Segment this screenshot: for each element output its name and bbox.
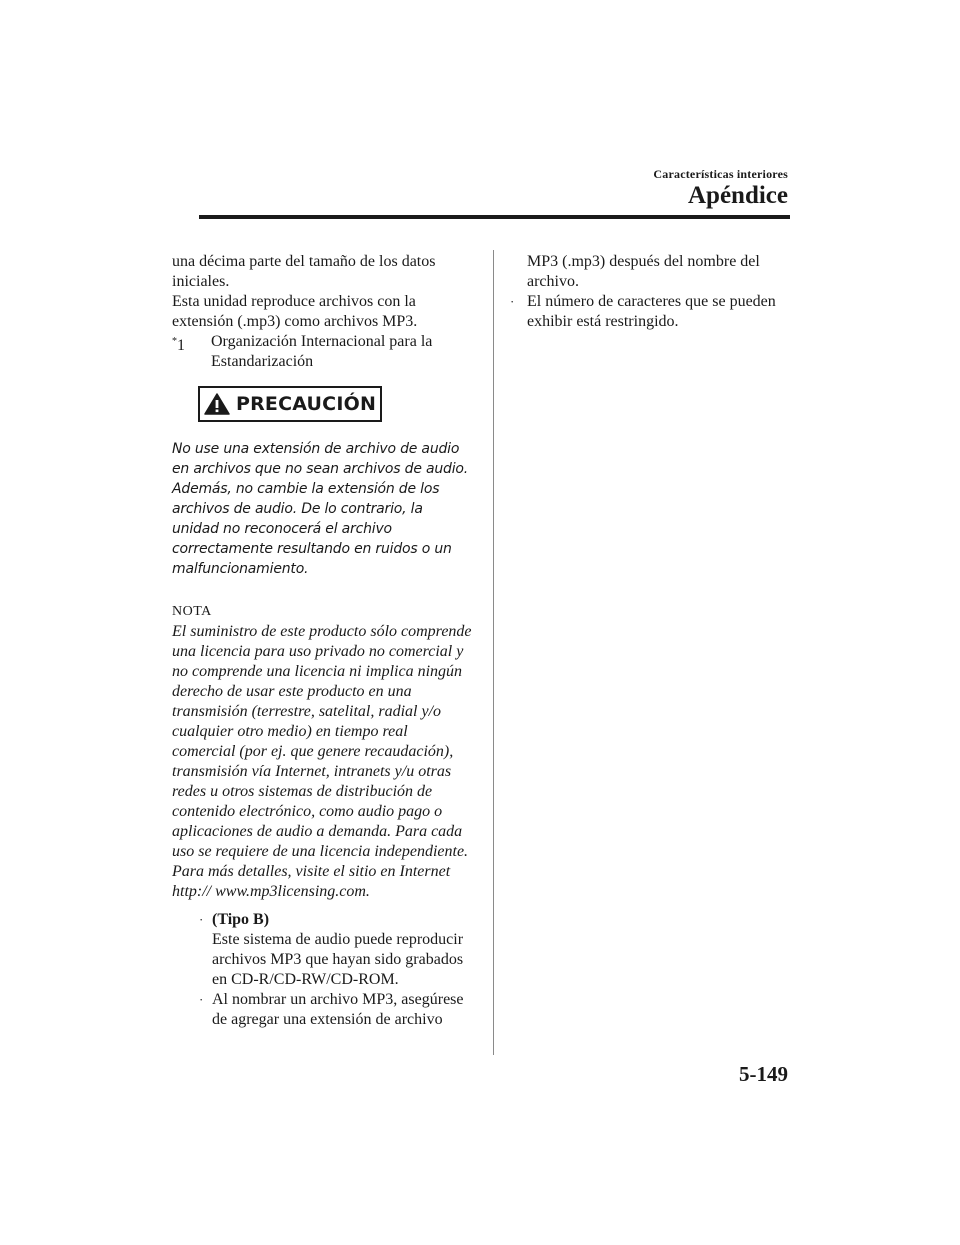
page-number: 5-149 bbox=[739, 1062, 788, 1086]
column-divider bbox=[493, 250, 494, 1055]
note-text: El suministro de este producto sólo comprende una licencia para uso privado no comercial y no comprende una licencia ni implica ningún derecho de usar este producto en una transmisión (terrestre, satelital, radial y/o cualquier otro medio) en tiempo real comercial (por ej. que genere recaudación), transmisión vía Internet, intranets y/u otras redes u otros sistemas de distribución de contenido electrónico, como audio pago o aplicaciones de audio a demanda. Para cada uso se requiere de una licencia independiente. Para más detalles, visite el sitio en Internet http:// www.mp3licensing.com. bbox=[172, 623, 472, 900]
caution-label: PRECAUCIÓN bbox=[235, 393, 377, 415]
footnote-mark bbox=[172, 332, 211, 372]
paragraph-mp3-extension: Esta unidad reproduce archivos con la extensión (.mp3) como archivos MP3. bbox=[172, 293, 418, 330]
footnote-asterisk: * bbox=[172, 336, 177, 347]
bullet-dot: · bbox=[199, 992, 204, 1007]
bullet-dot: · bbox=[510, 294, 515, 309]
bullet-text: El número de caracteres que se pueden exhibir está restringido. bbox=[527, 293, 776, 330]
continuation-text: MP3 (.mp3) después del nombre del archivo. bbox=[527, 253, 760, 290]
footnote-text: Organización Internacional para la Estandarización bbox=[211, 333, 433, 370]
left-bullet-list bbox=[172, 910, 472, 1030]
warning-triangle-icon bbox=[204, 393, 230, 415]
header-rule bbox=[199, 215, 790, 219]
header-section: Características interiores bbox=[653, 167, 788, 181]
paragraph-initial-data: una décima parte del tamaño de los datos iniciales. bbox=[172, 253, 436, 290]
right-column bbox=[510, 252, 800, 332]
left-column bbox=[172, 252, 472, 1030]
header-chapter-title: Apéndice bbox=[688, 182, 788, 209]
caution-text: No use una extensión de archivo de audio en archivos que no sean archivos de audio. Además, no cambie la extensión de los archivos de audio. De lo contrario, la unidad no reconocerá el archivo correctamente resultando en ruidos o un malfuncionamiento. bbox=[172, 441, 469, 577]
list-item bbox=[172, 910, 472, 990]
bullet-dot: · bbox=[199, 912, 204, 927]
bullet-text: Al nombrar un archivo MP3, asegúrese de agregar una extensión de archivo bbox=[212, 991, 464, 1028]
list-item bbox=[172, 990, 472, 1030]
list-item bbox=[510, 292, 800, 332]
caution-box bbox=[198, 386, 382, 422]
note-title: NOTA bbox=[172, 604, 212, 619]
footnote bbox=[172, 332, 472, 372]
footnote-number: 1 bbox=[177, 337, 185, 354]
bullet-text: Este sistema de audio puede reproducir archivos MP3 que hayan sido grabados en CD-R/CD-RW/CD-ROM. bbox=[212, 931, 464, 988]
bullet-type-label: (Tipo B) bbox=[212, 911, 270, 928]
